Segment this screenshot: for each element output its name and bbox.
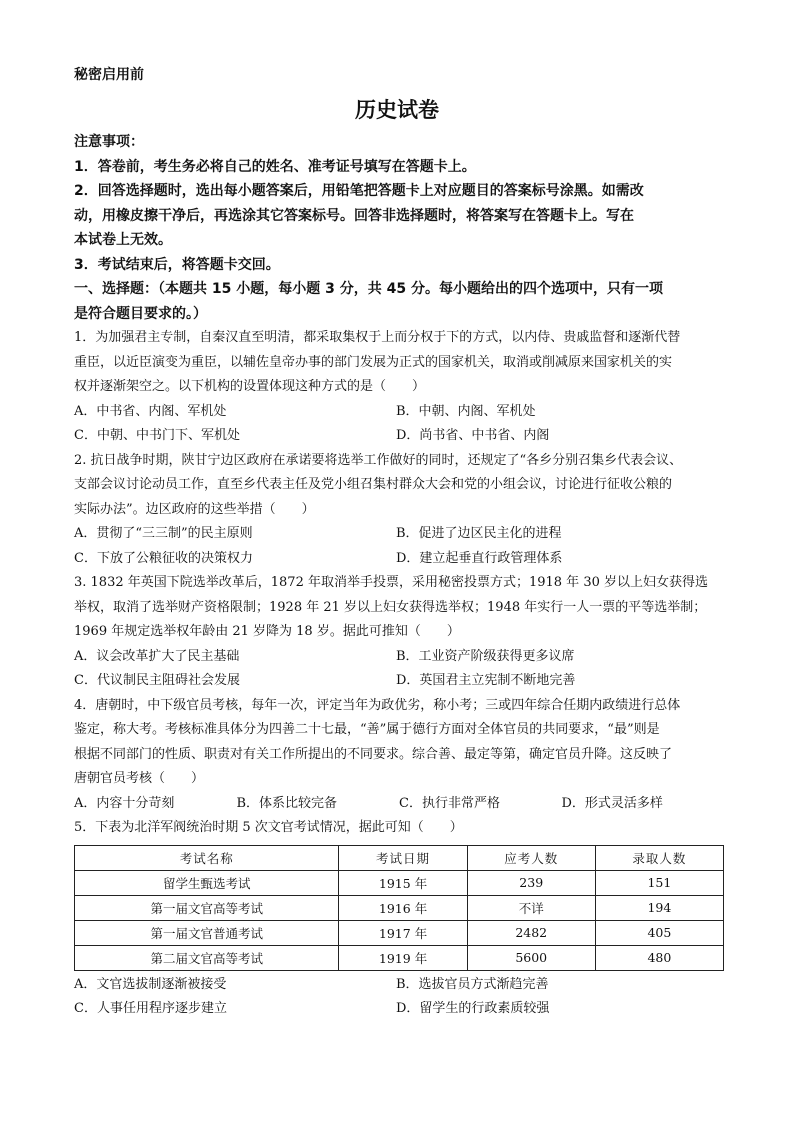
table-header-cell: 录取人数 bbox=[595, 845, 723, 870]
option-c: C．代议制民主阻碍社会发展 bbox=[74, 673, 240, 688]
options-row bbox=[74, 997, 724, 1022]
options-row bbox=[74, 522, 724, 547]
options-row bbox=[74, 792, 724, 817]
question-text: 4．唐朝时，中下级官员考核，每年一次，评定当年为政优劣，称小考；三或四年综合任期内政绩进行总体 bbox=[74, 697, 681, 713]
table-header-cell: 考试日期 bbox=[339, 845, 467, 870]
option-d: D．留学生的行政素质较强 bbox=[396, 1001, 550, 1016]
option-d: D．英国君主立宪制不断地完善 bbox=[396, 673, 576, 688]
table-cell: 1915 年 bbox=[339, 870, 467, 895]
table-header-cell: 考试名称 bbox=[75, 845, 339, 870]
exam-table bbox=[74, 845, 724, 971]
confidential-mark: 秘密启用前 bbox=[74, 67, 144, 83]
options-row bbox=[74, 400, 724, 425]
question-text: 鉴定，称大考。考核标准具体分为四善二十七最，“善”属于德行方面对全体官员的共同要求，“最”则是 bbox=[74, 722, 660, 737]
question-text: 支部会议讨论动员工作，直至乡代表主任及党小组召集村群众大会和党的小组会议，讨论进行征收公粮的 bbox=[74, 477, 673, 492]
options-row bbox=[74, 669, 724, 694]
table-row bbox=[75, 945, 724, 970]
table-cell: 留学生甄选考试 bbox=[75, 870, 339, 895]
option-b: B．体系比较完备 bbox=[236, 795, 338, 811]
option-a: A．内容十分苛刻 bbox=[74, 795, 175, 811]
note-line: 动，用橡皮擦干净后，再选涂其它答案标号。回答非选择题时，将答案写在答题卡上。写在 bbox=[74, 207, 634, 224]
table-row bbox=[75, 920, 724, 945]
option-c: C．执行非常严格 bbox=[399, 795, 500, 811]
option-a: A．中书省、内阁、军机处 bbox=[74, 403, 227, 419]
option-a: A．文官选拔制逐渐被接受 bbox=[74, 976, 227, 992]
option-b: B．工业资产阶级获得更多议席 bbox=[396, 648, 575, 664]
question-5 bbox=[74, 816, 724, 1022]
table-cell: 239 bbox=[467, 870, 595, 895]
question-text: 2. 抗日战争时期，陕甘宁边区政府在承诺要将选举工作做好的同时，还规定了“各乡分别召集乡代表会议、 bbox=[74, 452, 683, 468]
note-line: 3．考试结束后，将答题卡交回。 bbox=[74, 256, 280, 273]
option-c: C．下放了公粮征收的决策权力 bbox=[74, 550, 253, 566]
table-cell: 1916 年 bbox=[339, 895, 467, 920]
option-d: D．尚书省、中书省、内阁 bbox=[396, 428, 550, 443]
question-text: 实际办法”。边区政府的这些举措（ ） bbox=[74, 501, 315, 517]
page-title: 历史试卷 bbox=[355, 97, 439, 122]
question-1 bbox=[74, 326, 724, 449]
question-text: 重臣，以近臣演变为重臣，以辅佐皇帝办事的部门发展为正式的国家机关，取消或削减原来国家机关的实 bbox=[74, 354, 673, 370]
question-text: 根据不同部门的性质、职责对有关工作所提出的不同要求。综合善、最定等第，确定官员升降。这反映了 bbox=[74, 746, 673, 762]
table-cell: 151 bbox=[595, 870, 723, 895]
options-row bbox=[74, 547, 724, 572]
question-text: 唐朝官员考核（ ） bbox=[74, 771, 205, 786]
notes-heading: 注意事项： bbox=[74, 134, 144, 150]
question-text: 举权，取消了选举财产资格限制；1928 年 21 岁以上妇女获得选举权；1948 年实行一人一票的平等选举制； bbox=[74, 599, 707, 615]
table-cell: 1919 年 bbox=[339, 945, 467, 970]
table-row bbox=[75, 895, 724, 920]
options-row bbox=[74, 424, 724, 449]
question-text: 5．下表为北洋军阀统治时期 5 次文官考试情况，据此可知（ ） bbox=[74, 820, 463, 835]
section-heading: 一、选择题：（本题共 15 小题，每小题 3 分，共 45 分。每小题给出的四个选项中，只有一项 bbox=[74, 281, 663, 297]
question-2 bbox=[74, 449, 724, 572]
section-heading: 是符合题目要求的。） bbox=[74, 305, 207, 322]
table-cell: 第一届文官普通考试 bbox=[75, 920, 339, 945]
exam-body bbox=[74, 130, 724, 1022]
table-cell: 不详 bbox=[467, 895, 595, 920]
table-header-row bbox=[75, 845, 724, 870]
option-b: B．中朝、内阁、军机处 bbox=[396, 403, 536, 419]
option-a: A．议会改革扩大了民主基础 bbox=[74, 648, 240, 664]
option-d: D．形式灵活多样 bbox=[561, 795, 663, 811]
option-d: D．建立起垂直行政管理体系 bbox=[396, 550, 563, 566]
table-cell: 1917 年 bbox=[339, 920, 467, 945]
option-a: A．贯彻了“三三制”的民主原则 bbox=[74, 526, 253, 541]
question-text: 3. 1832 年英国下院选举改革后，1872 年取消举手投票，采用秘密投票方式；1918 年 30 岁以上妇女获得选 bbox=[74, 575, 708, 590]
options-row bbox=[74, 973, 724, 998]
table-header-cell: 应考人数 bbox=[467, 845, 595, 870]
table-cell: 194 bbox=[595, 895, 723, 920]
question-text: 权并逐渐架空之。以下机构的设置体现这种方式的是（ ） bbox=[74, 379, 426, 394]
options-row bbox=[74, 645, 724, 670]
table-cell: 405 bbox=[595, 920, 723, 945]
note-line: 1．答卷前，考生务必将自己的姓名、准考证号填写在答题卡上。 bbox=[74, 158, 476, 175]
table-cell: 480 bbox=[595, 945, 723, 970]
table-cell: 2482 bbox=[467, 920, 595, 945]
table-row bbox=[75, 870, 724, 895]
option-b: B．促进了边区民主化的进程 bbox=[396, 526, 562, 541]
question-text: 1．为加强君主专制，自秦汉直至明清，都采取集权于上而分权于下的方式，以内侍、贵戚监督和逐渐代替 bbox=[74, 330, 681, 345]
table-cell: 第一届文官高等考试 bbox=[75, 895, 339, 920]
option-c: C．中朝、中书门下、军机处 bbox=[74, 428, 240, 443]
question-text: 1969 年规定选举权年龄由 21 岁降为 18 岁。据此可推知（ ） bbox=[74, 624, 460, 639]
table-cell: 第二届文官高等考试 bbox=[75, 945, 339, 970]
option-b: B．选拔官员方式渐趋完善 bbox=[396, 976, 549, 992]
note-line: 本试卷上无效。 bbox=[74, 232, 172, 248]
option-c: C．人事任用程序逐步建立 bbox=[74, 1001, 227, 1016]
note-line: 2．回答选择题时，选出每小题答案后，用铅笔把答题卡上对应题目的答案标号涂黑。如需改 bbox=[74, 183, 644, 199]
question-3 bbox=[74, 571, 724, 694]
table-cell: 5600 bbox=[467, 945, 595, 970]
question-4 bbox=[74, 694, 724, 817]
